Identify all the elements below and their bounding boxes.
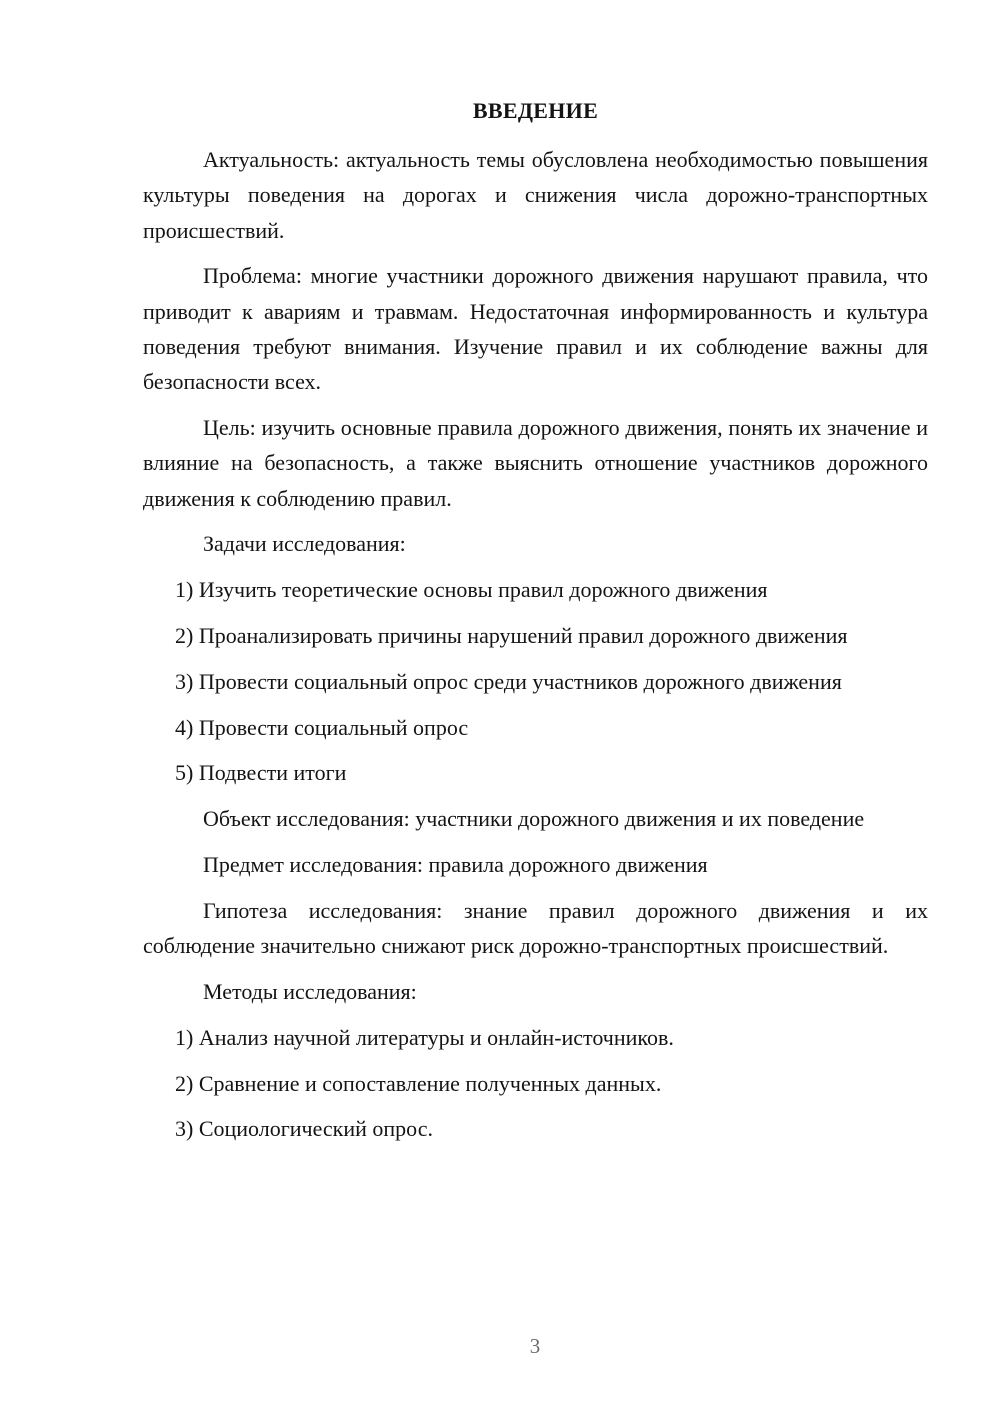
task-item: 5) Подвести итоги (175, 760, 347, 786)
problem-paragraph: Проблема: многие участники дорожного движения нарушают правила, что приводит к авариям и травмам. Недостаточная информированность и культура поведения требуют внимания. Изучение правил и их соблюдение важны для безопасности всех. (143, 263, 928, 395)
hypothesis-paragraph: Гипотеза исследования: знание правил дорожного движения и их соблюдение значительно снижают риск дорожно-транспортных происшествий. (143, 897, 928, 959)
page-number: 3 (529, 1334, 541, 1358)
method-item: 2) Сравнение и сопоставление полученных данных. (175, 1070, 662, 1096)
tasks-heading: Задачи исследования: (203, 531, 406, 557)
relevance-paragraph: Актуальность: актуальность темы обусловлена необходимостью повышения культуры поведения на дорогах и снижения числа дорожно-транспортных происшествий. (143, 147, 928, 243)
task-item: 3) Провести социальный опрос среди участников дорожного движения (175, 668, 842, 694)
object-paragraph: Объект исследования: участники дорожного движения и их поведение (203, 806, 865, 832)
task-item: 2) Проанализировать причины нарушений правил дорожного движения (175, 623, 848, 649)
goal-paragraph: Цель: изучить основные правила дорожного движения, понять их значение и влияние на безопасность, а также выяснить отношение участников дорожного движения к соблюдению правил. (143, 415, 928, 511)
method-item: 1) Анализ научной литературы и онлайн-источников. (175, 1024, 674, 1050)
subject-paragraph: Предмет исследования: правила дорожного движения (203, 852, 708, 878)
document-body (143, 142, 928, 1157)
method-item: 3) Социологический опрос. (175, 1116, 433, 1142)
task-item: 1) Изучить теоретические основы правил дорожного движения (175, 577, 768, 603)
task-item: 4) Провести социальный опрос (175, 714, 469, 740)
methods-heading: Методы исследования: (203, 978, 417, 1004)
page-title: ВВЕДЕНИЕ (472, 98, 599, 123)
